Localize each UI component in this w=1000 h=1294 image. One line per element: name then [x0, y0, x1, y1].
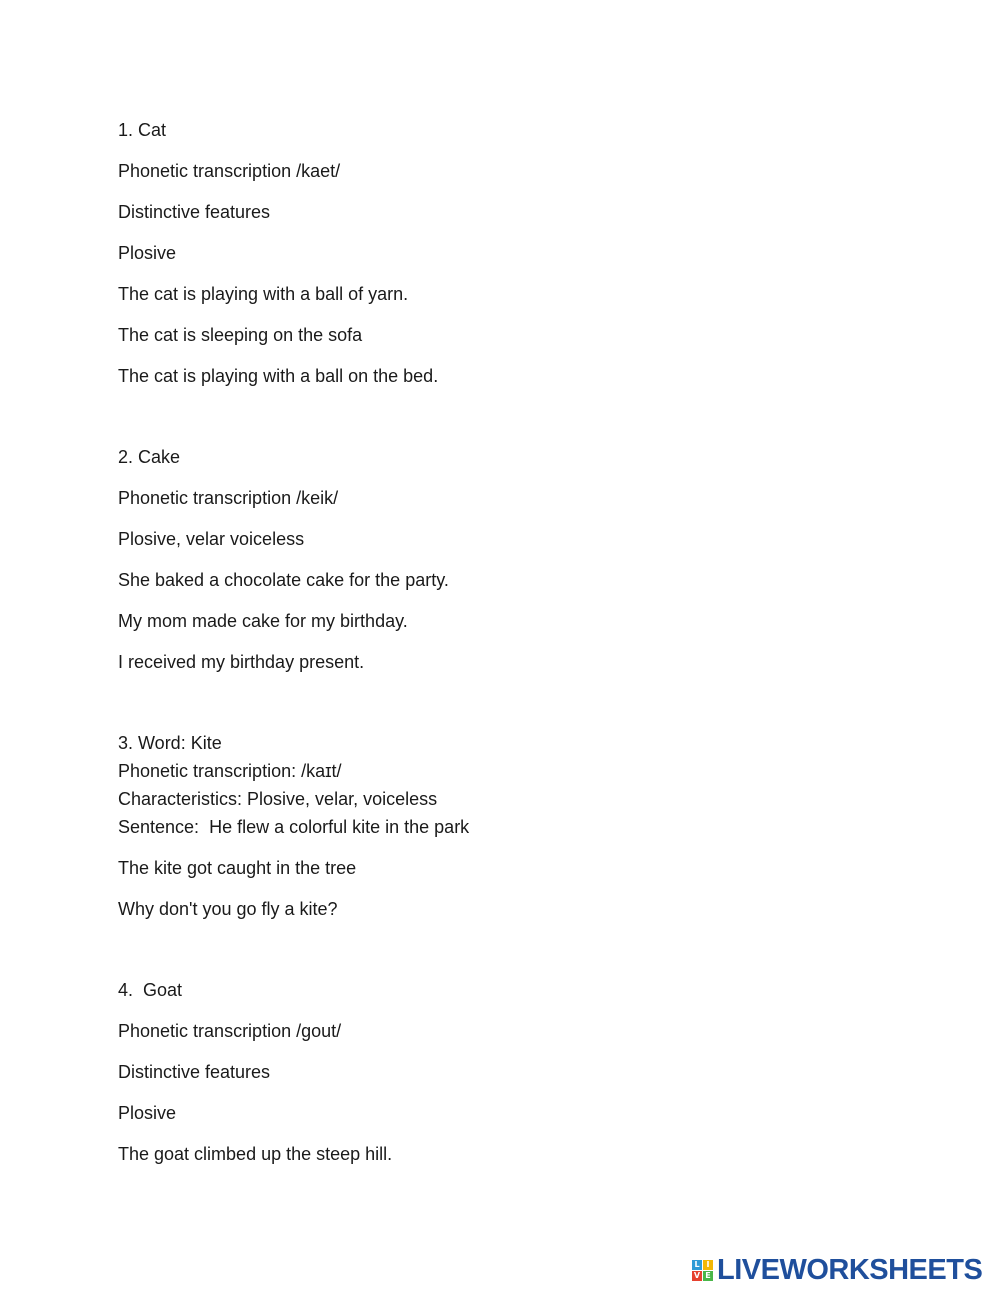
logo-mark-cell: E: [703, 1271, 713, 1281]
section-3-characteristics: Characteristics: Plosive, velar, voiceless: [118, 789, 438, 809]
section-2-sentence-1: She baked a chocolate cake for the party.: [118, 570, 449, 590]
logo-mark-cell: I: [703, 1260, 713, 1270]
liveworksheets-logo-icon: [692, 1260, 713, 1281]
section-3-phonetic: Phonetic transcription: /kaɪt/: [118, 761, 342, 781]
section-2-sentence-3: I received my birthday present.: [118, 652, 365, 672]
section-4-title: 4. Goat: [118, 980, 183, 1000]
section-2-sentence-2: My mom made cake for my birthday.: [118, 611, 408, 631]
section-3-title: 3. Word: Kite: [118, 733, 222, 753]
logo-mark-cell: V: [693, 1270, 701, 1280]
section-1-sentence-3: The cat is playing with a ball on the bed.: [118, 366, 439, 386]
section-1-sentence-1: The cat is playing with a ball of yarn.: [118, 284, 409, 304]
logo-mark-cell: L: [692, 1260, 702, 1270]
section-4-features-label: Distinctive features: [118, 1062, 271, 1082]
liveworksheets-logo: [692, 1255, 982, 1285]
section-4-feature: Plosive: [118, 1103, 177, 1123]
section-1-phonetic: Phonetic transcription /kaet/: [118, 161, 341, 181]
section-1-title: 1. Cat: [118, 120, 167, 140]
section-3-sentence-1: Sentence: He flew a colorful kite in the park: [118, 817, 470, 837]
section-1-features-label: Distinctive features: [118, 202, 271, 222]
section-3-sentence-2: The kite got caught in the tree: [118, 858, 357, 878]
section-3-sentence-3: Why don't you go fly a kite?: [118, 899, 338, 919]
section-2-phonetic: Phonetic transcription /keik/: [118, 488, 339, 508]
section-4-sentence-1: The goat climbed up the steep hill.: [118, 1144, 393, 1164]
section-1-sentence-2: The cat is sleeping on the sofa: [118, 325, 363, 345]
section-1-feature: Plosive: [118, 243, 177, 263]
liveworksheets-logo-text: LIVEWORKSHEETS: [717, 1253, 983, 1286]
section-2-feature: Plosive, velar voiceless: [118, 529, 305, 549]
section-2-title: 2. Cake: [118, 447, 181, 467]
section-4-phonetic: Phonetic transcription /gout/: [118, 1021, 342, 1041]
